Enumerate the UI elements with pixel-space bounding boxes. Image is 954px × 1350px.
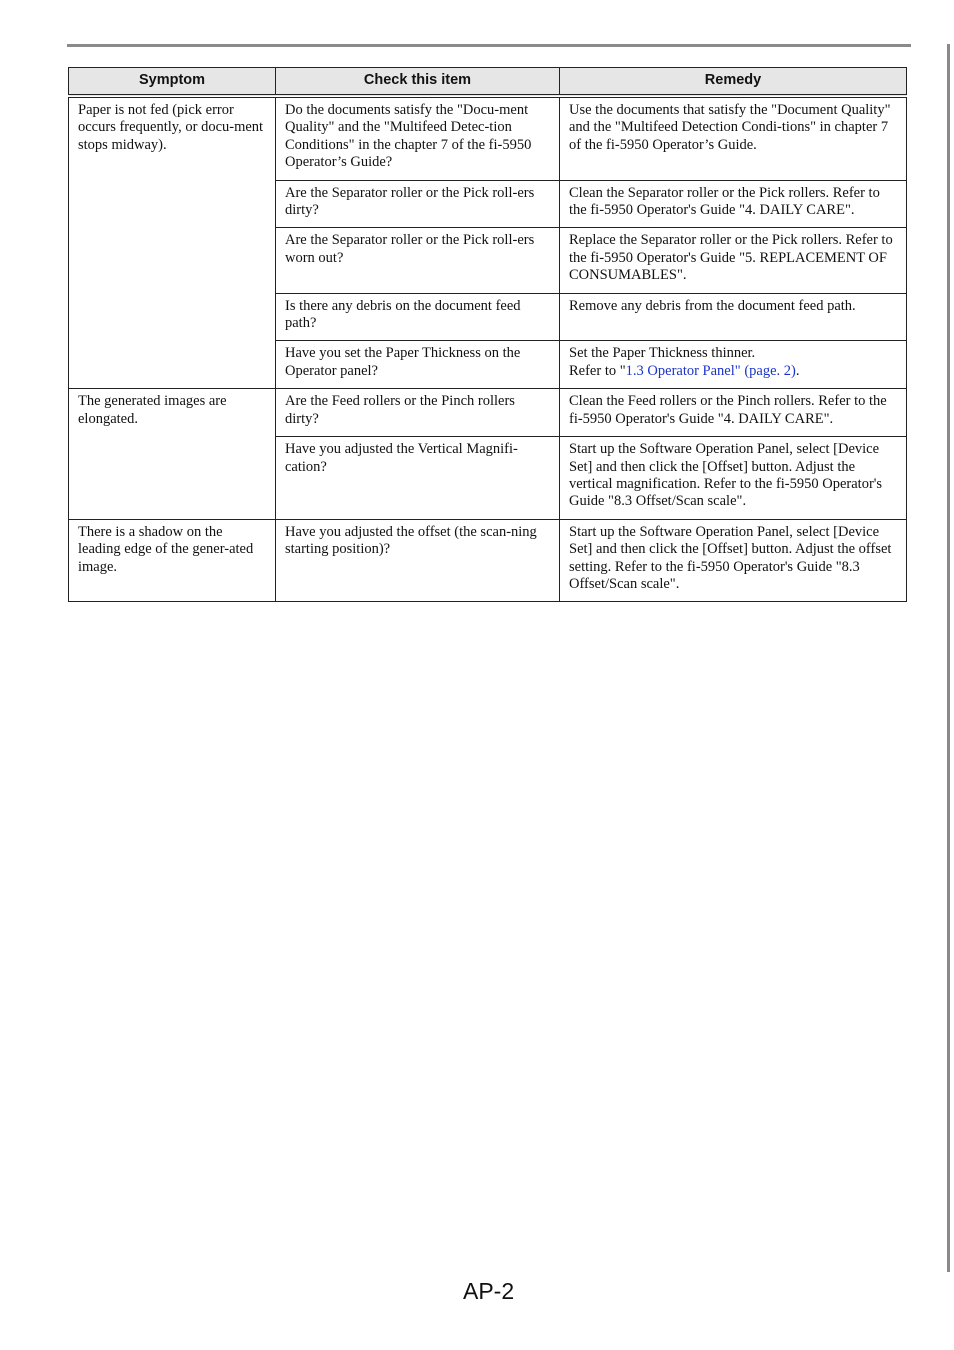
symptom-cell: There is a shadow on the leading edge of the gener-ated image. xyxy=(69,519,276,602)
table-header-row xyxy=(69,68,907,97)
operator-panel-link[interactable]: 1.3 Operator Panel" (page. 2) xyxy=(625,362,796,379)
troubleshooting-table xyxy=(68,67,907,602)
remedy-cell: Start up the Software Operation Panel, select [Device Set] and then click the [Offset] button. Adjust the vertical magnification. Refer to the fi-5950 Operator's Guide "8.3 Offset/Scan scale". xyxy=(560,437,907,520)
remedy-refer-prefix: Refer to " xyxy=(569,362,626,379)
top-rule xyxy=(67,44,911,47)
symptom-cell: The generated images are elongated. xyxy=(69,389,276,519)
header-remedy: Remedy xyxy=(560,68,907,97)
check-cell: Do the documents satisfy the "Docu-ment Quality" and the "Multifeed Detec-tion Conditions" in the chapter 7 of the fi-5950 Operator’s Guide? xyxy=(276,96,560,180)
check-cell: Have you set the Paper Thickness on the Operator panel? xyxy=(276,341,560,389)
symptom-cell: Paper is not fed (pick error occurs frequently, or docu-ment stops midway). xyxy=(69,96,276,389)
remedy-cell: Clean the Feed rollers or the Pinch rollers. Refer to the fi-5950 Operator's Guide "4. DAILY CARE". xyxy=(560,389,907,437)
remedy-line: Set the Paper Thickness thinner. xyxy=(569,345,756,362)
remedy-cell xyxy=(560,341,907,389)
remedy-cell: Remove any debris from the document feed path. xyxy=(560,293,907,341)
side-rule xyxy=(947,44,950,1272)
check-cell: Are the Separator roller or the Pick roll-ers dirty? xyxy=(276,180,560,228)
remedy-cell: Replace the Separator roller or the Pick rollers. Refer to the fi-5950 Operator's Guide "5. REPLACEMENT OF CONSUMABLES". xyxy=(560,228,907,293)
check-cell: Have you adjusted the offset (the scan-ning starting position)? xyxy=(276,519,560,602)
check-cell: Is there any debris on the document feed path? xyxy=(276,293,560,341)
check-cell: Are the Separator roller or the Pick roll-ers worn out? xyxy=(276,228,560,293)
table-row xyxy=(69,519,907,602)
page-number: AP-2 xyxy=(463,1278,515,1304)
check-cell: Are the Feed rollers or the Pinch rollers dirty? xyxy=(276,389,560,437)
remedy-cell: Start up the Software Operation Panel, select [Device Set] and then click the [Offset] button. Adjust the offset setting. Refer to the fi-5950 Operator's Guide "8.3 Offset/Scan scale". xyxy=(560,519,907,602)
remedy-cell: Clean the Separator roller or the Pick rollers. Refer to the fi-5950 Operator's Guide "4. DAILY CARE". xyxy=(560,180,907,228)
header-check-item: Check this item xyxy=(276,68,560,97)
check-cell: Have you adjusted the Vertical Magnifi-cation? xyxy=(276,437,560,520)
remedy-cell: Use the documents that satisfy the "Document Quality" and the "Multifeed Detection Condi-tions" in chapter 7 of the fi-5950 Operator’s Guide. xyxy=(560,96,907,180)
table-row xyxy=(69,96,907,180)
remedy-refer-end: . xyxy=(795,362,800,379)
table-row xyxy=(69,389,907,437)
header-symptom: Symptom xyxy=(69,68,276,97)
